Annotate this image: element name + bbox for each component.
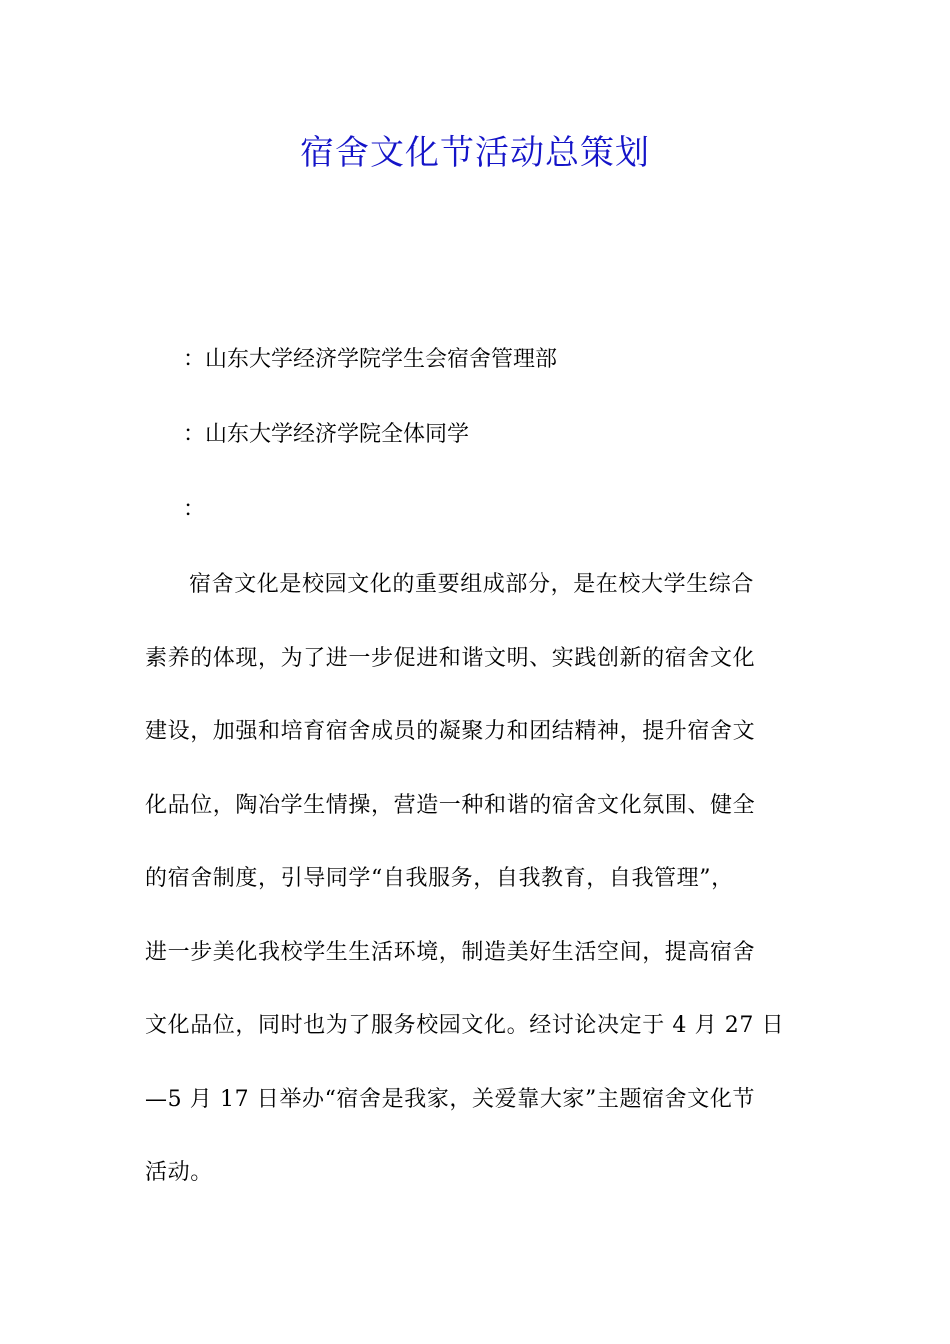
audience-line: ：山东大学经济学院全体同学: [183, 422, 470, 447]
document-title: 宿舍文化节活动总策划: [300, 133, 650, 173]
empty-field-line: ：: [183, 497, 206, 522]
paragraph-line: 素养的体现，为了进一步促进和谐文明、实践创新的宿舍文化: [145, 645, 756, 671]
paragraph-line: 进一步美化我校学生生活环境，制造美好生活空间，提高宿舍: [145, 939, 756, 965]
paragraph-line: 的宿舍制度，引导同学“自我服务，自我教育，自我管理”，: [145, 866, 734, 891]
paragraph-line: 建设，加强和培育宿舍成员的凝聚力和团结精神，提升宿舍文: [145, 719, 756, 744]
paragraph-line: 活动。: [145, 1160, 213, 1185]
paragraph-line: 宿舍文化是校园文化的重要组成部分，是在校大学生综合: [189, 572, 755, 597]
paragraph-line: 文化品位，同时也为了服务校园文化。经讨论决定于 4 月 27 日: [145, 1013, 785, 1038]
body-paragraph: [145, 566, 805, 1228]
paragraph-line: —5 月 17 日举办“宿舍是我家，关爱靠大家”主题宿舍文化节: [145, 1086, 756, 1112]
organizer-line: ：山东大学经济学院学生会宿舍管理部: [183, 347, 558, 372]
paragraph-line: 化品位，陶冶学生情操，营造一种和谐的宿舍文化氛围、健全: [145, 792, 756, 818]
